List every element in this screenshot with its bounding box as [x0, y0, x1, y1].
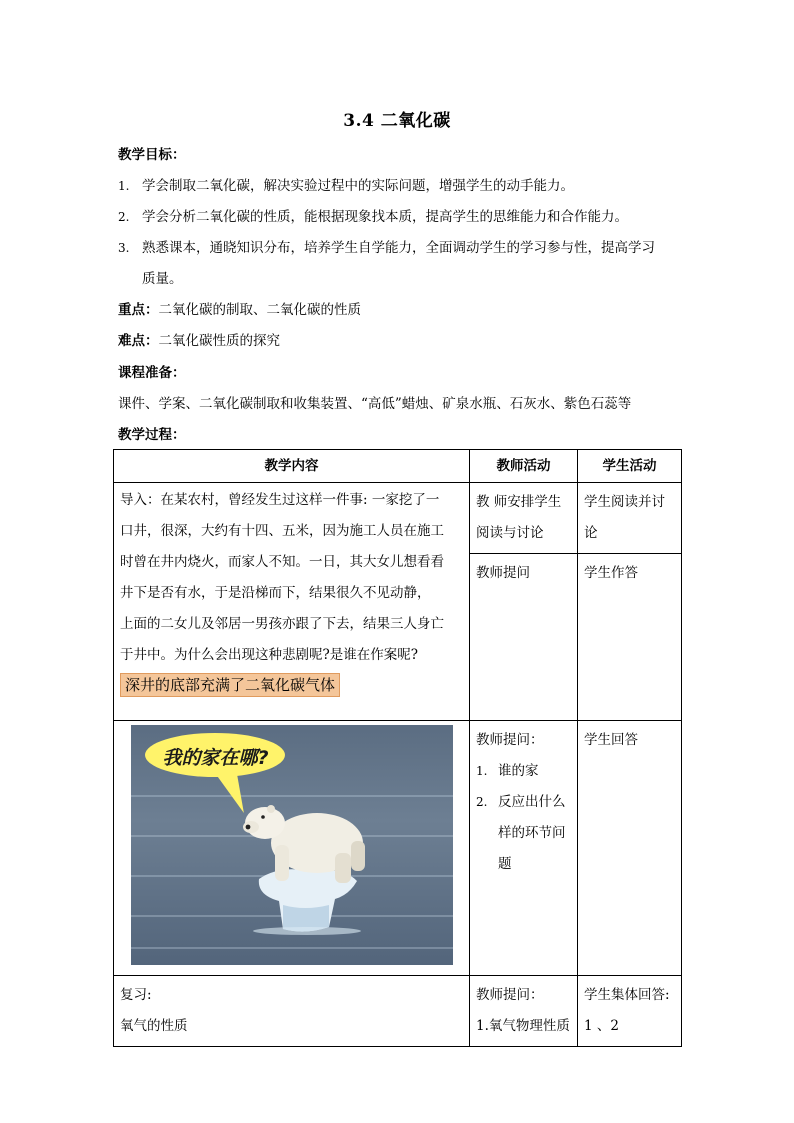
objective-number: 2.	[118, 210, 130, 224]
student-answer-text: 1 、2	[584, 1018, 619, 1034]
header-content: 教学内容	[114, 450, 470, 483]
table-row	[114, 721, 682, 976]
list-item-continued: 样的环节问	[498, 825, 566, 841]
intro-line: 导入：在某农村，曾经发生过这样一件事: 一家挖了一	[120, 492, 440, 508]
student-activity-3: 学生回答	[578, 721, 682, 976]
difficulty-label: 难点：	[118, 333, 159, 349]
prep-heading: 课程准备：	[118, 365, 186, 381]
header-student: 学生活动	[578, 450, 682, 483]
polar-bear-icon	[239, 793, 375, 893]
review-text: 氧气的性质	[120, 1018, 188, 1034]
teacher-question-heading: 教师提问：	[476, 732, 544, 748]
list-number: 2.	[476, 795, 488, 809]
review-cell	[114, 976, 470, 1047]
list-number: 1.	[476, 764, 488, 778]
list-text: 谁的家	[498, 763, 539, 779]
objectives-heading: 教学目标：	[118, 147, 186, 163]
list-item	[476, 756, 571, 787]
intro-line: 井下是否有水，于是沿梯而下，结果很久不见动静，	[120, 585, 431, 601]
table-row	[114, 483, 682, 554]
speech-bubble-tail	[212, 769, 254, 813]
objective-text: 学会分析二氧化碳的性质，能根据现象找本质，提高学生的思维能力和合作能力。	[142, 209, 628, 225]
process-heading: 教学过程：	[118, 427, 186, 443]
polar-bear-photo	[131, 725, 453, 965]
objective-number: 1.	[118, 179, 130, 193]
table-header-row	[114, 450, 682, 483]
objective-text: 学会制取二氧化碳，解决实验过程中的实际问题，增强学生的动手能力。	[142, 178, 574, 194]
teacher-activity-2: 教师提问	[470, 554, 578, 721]
page-title: 3.4 二氧化碳	[343, 111, 451, 131]
student-activity-1: 学生阅读并讨论	[578, 483, 682, 554]
key-point-text: 二氧化碳的制取、二氧化碳的性质	[158, 302, 361, 318]
student-activity-2: 学生作答	[578, 554, 682, 721]
intro-line: 时曾在井内烧火，而家人不知。一日，其大女儿想看看	[120, 554, 444, 570]
lesson-table	[113, 449, 682, 1047]
list-text: 反应出什么	[498, 794, 566, 810]
difficulty-text: 二氧化碳性质的探究	[158, 333, 280, 349]
intro-line: 口井，很深，大约有十四、五米，因为施工人员在施工	[120, 523, 444, 539]
objective-item-3	[118, 238, 655, 258]
objective-item-1	[118, 176, 574, 196]
teacher-activity-1: 教 师安排学生阅读与讨论	[470, 483, 578, 554]
review-label: 复习:	[120, 987, 152, 1003]
list-item	[476, 787, 571, 818]
speech-bubble-text: 我的家在哪?	[162, 747, 269, 769]
key-point	[118, 300, 361, 320]
objective-text: 熟悉课本，通晓知识分布，培养学生自学能力，全面调动学生的学习参与性，提高学习	[142, 240, 655, 256]
photo-cell	[114, 721, 470, 976]
key-point-label: 重点：	[118, 302, 159, 318]
difficulty	[118, 331, 280, 351]
teacher-activity-4	[470, 976, 578, 1047]
intro-cell	[114, 483, 470, 721]
table-row	[114, 976, 682, 1047]
student-answer-heading: 学生集体回答:	[584, 987, 670, 1003]
teacher-question-heading: 教师提问：	[476, 987, 544, 1003]
objective-item-2	[118, 207, 628, 227]
intro-line: 上面的二女儿及邻居一男孩亦跟了下去，结果三人身亡	[120, 616, 444, 632]
list-item-continued: 题	[498, 856, 512, 872]
objective-number: 3.	[118, 241, 130, 255]
teacher-activity-3	[470, 721, 578, 976]
prep-text: 课件、学案、二氧化碳制取和收集装置、“高低”蜡烛、矿泉水瓶、石灰水、紫色石蕊等	[118, 396, 632, 412]
header-teacher: 教师活动	[470, 450, 578, 483]
student-activity-4	[578, 976, 682, 1047]
objective-item-3-continued: 质量。	[142, 271, 183, 287]
highlight-callout: 深井的底部充满了二氧化碳气体	[120, 673, 340, 697]
intro-line: 于井中。为什么会出现这种悲剧呢?是谁在作案呢?	[120, 647, 418, 663]
teacher-question-item: 1.氧气物理性质	[476, 1018, 570, 1034]
